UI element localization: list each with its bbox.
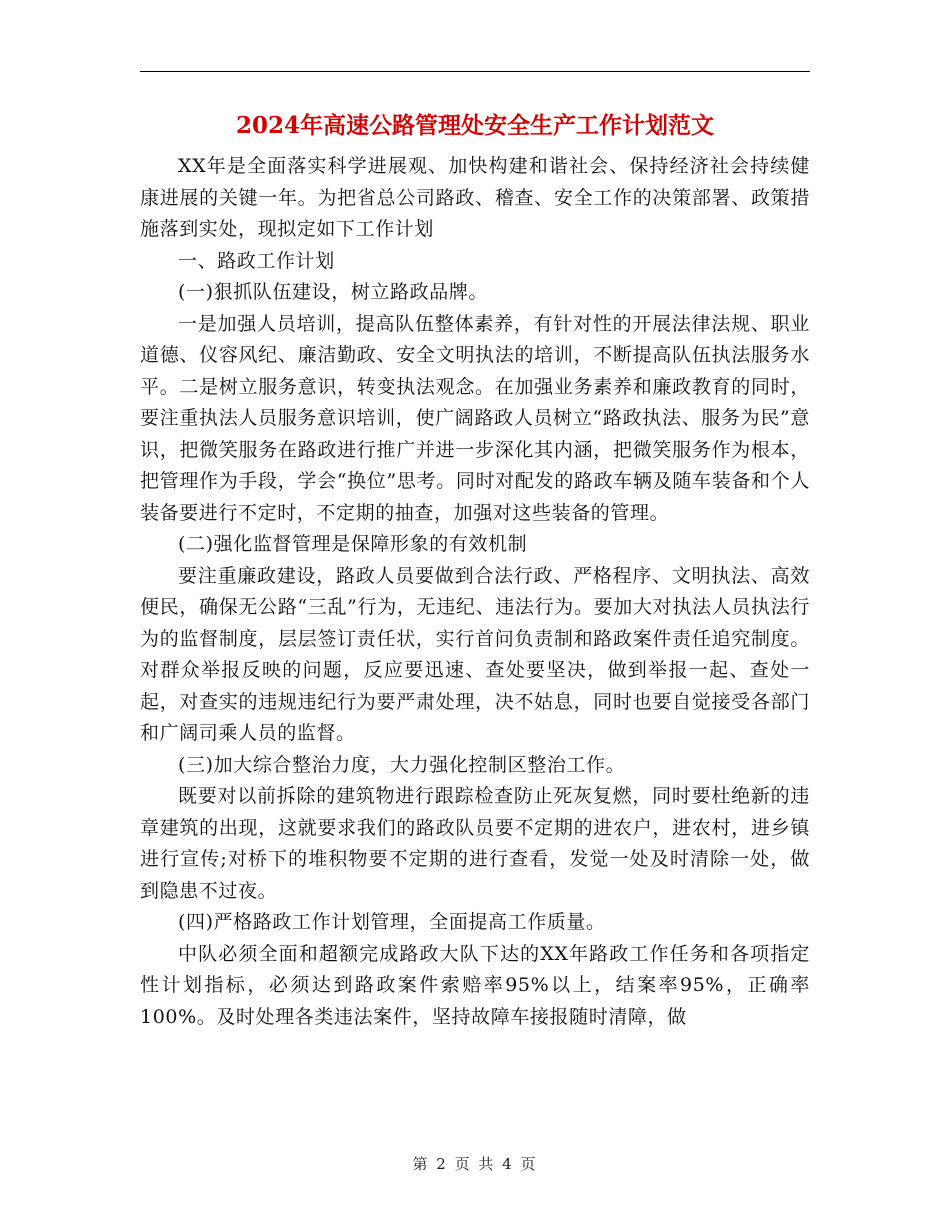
subheading-rectification: (三)加大综合整治力度，大力强化控制区整治工作。 xyxy=(178,753,626,776)
paragraph-integrity: 要注重廉政建设，路政人员要做到合法行政、严格程序、文明执法、高效便民，确保无公路“三乱”行为，无违纪、违法行为。要加大对执法人员执法行为的监督制度，层层签订责任状，实行首问负责制和路政案件责任追究制度。对群众举报反映的问题，反应要迅速、查处要坚决，做到举报一起、查处一起，对查实的违规违纪行为要严肃处理，决不姑息，同时也要自觉接受各部门和广阔司乘人员的监督。 xyxy=(140,564,810,744)
section-heading-road-admin: 一、路政工作计划 xyxy=(178,249,335,272)
paragraph-targets: 中队必须全面和超额完成路政大队下达的XX年路政工作任务和各项指定性计划指标，必须达到路政案件索赔率95%以上，结案率95%，正确率100%。及时处理各类违法案件，坚持故障车接报随时清障，做 xyxy=(140,942,810,1028)
document-body xyxy=(140,151,810,1033)
paragraph-training-service: 一是加强人员培训，提高队伍整体素养，有针对性的开展法律法规、职业道德、仪容风纪、廉洁勤政、安全文明执法的培训，不断提高队伍执法服务水平。二是树立服务意识，转变执法观念。在加强业务素养和廉政教育的同时，要注重执法人员服务意识培训，使广阔路政人员树立“路政执法、服务为民”意识，把微笑服务在路政进行推广并进一步深化其内涵，把微笑服务作为根本，把管理作为手段，学会“换位”思考。同时对配发的路政车辆及随车装备和个人装备要进行不定时，不定期的抽查，加强对这些装备的管理。 xyxy=(140,312,810,524)
page-number: 第 2 页 共 4 页 xyxy=(412,1155,538,1173)
paragraph-illegal-buildings: 既要对以前拆除的建筑物进行跟踪检查防止死灰复燃，同时要杜绝新的违章建筑的出现，这就要求我们的路政队员要不定期的进农户，进农村，进乡镇进行宣传;对桥下的堆积物要不定期的进行查看，发觉一处及时清除一处，做到隐患不过夜。 xyxy=(140,785,810,902)
subheading-plan-management: (四)严格路政工作计划管理，全面提高工作质量。 xyxy=(178,911,606,933)
header-rule xyxy=(140,71,810,72)
document-title: 2024年高速公路管理处安全生产工作计划范文 xyxy=(235,112,714,139)
subheading-supervision: (二)强化监督管理是保障形象的有效机制 xyxy=(178,533,528,555)
subheading-team-building: (一)狠抓队伍建设，树立路政品牌。 xyxy=(178,281,489,303)
intro-paragraph: XX年是全面落实科学进展观、加快构建和谐社会、保持经济社会持续健康进展的关键一年。为把省总公司路政、稽查、安全工作的决策部署、政策措施落到实处，现拟定如下工作计划 xyxy=(140,155,810,240)
